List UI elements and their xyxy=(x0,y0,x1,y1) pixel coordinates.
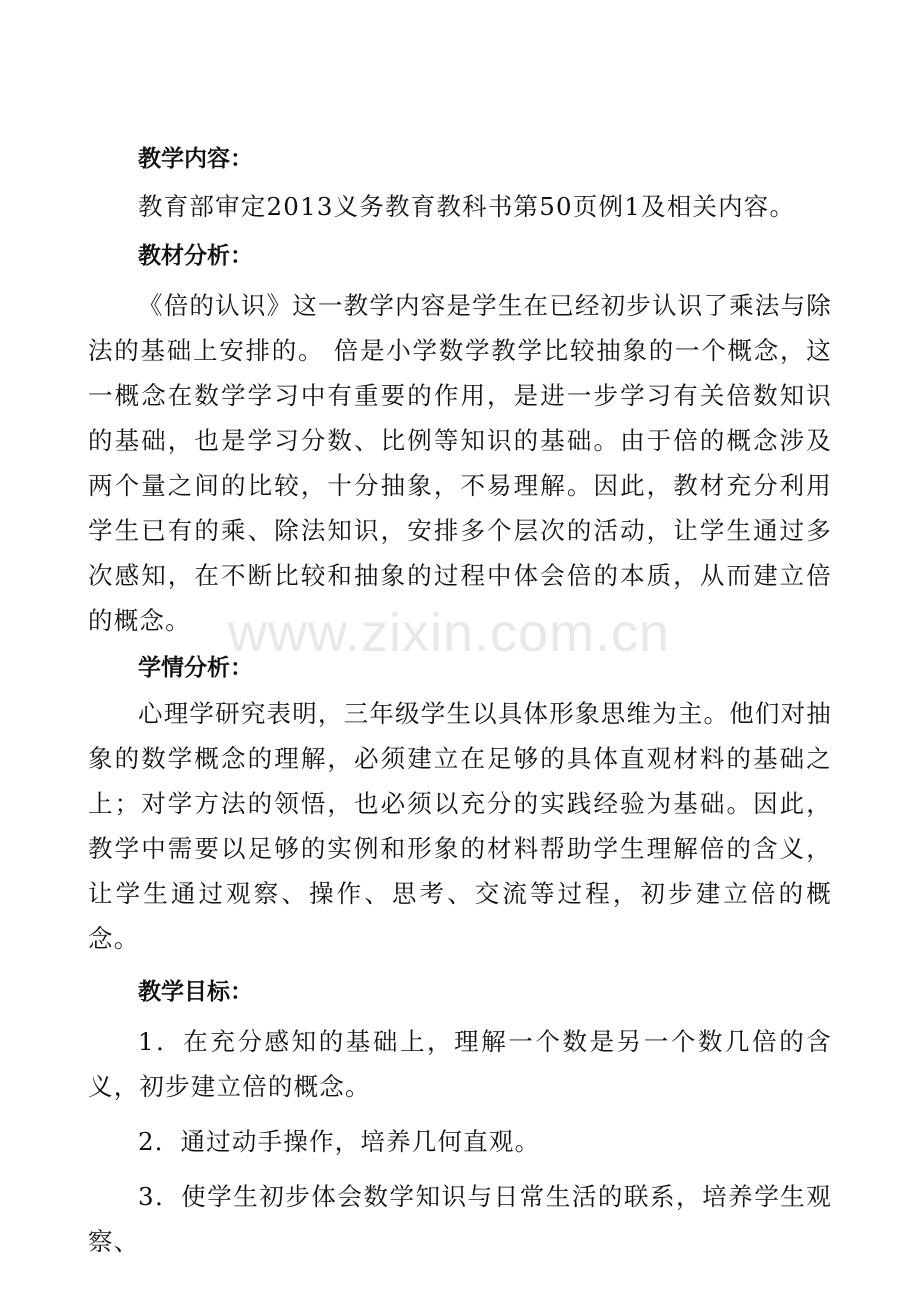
watermark: www.zixin.com.cn xyxy=(228,603,671,663)
goal-item-1: 1．在充分感知的基础上，理解一个数是另一个数几倍的含义，初步建立倍的概念。 xyxy=(88,1027,832,1101)
paragraph-textbook-analysis: 《倍的认识》这一教学内容是学生在已经初步认识了乘法与除法的基础上安排的。 倍是小学数学教学比较抽象的一个概念，这一概念在数学学习中有重要的作用，是进一步学习有关倍数知识的基础，也是学习分数、比例等知识的基础。由于倍的概念涉及两个量之间的比较，十分抽象，不易理解。因此，教材充分利用学生已有的乘、除法知识，安排多个层次的活动，让学生通过多次感知，在不断比较和抽象的过程中体会倍的本质，从而建立倍的概念。 xyxy=(88,291,832,635)
heading-textbook-analysis: 教材分析： xyxy=(138,243,253,269)
goal-item-3: 3．使学生初步体会数学知识与日常生活的联系，培养学生观察、 xyxy=(88,1182,832,1256)
document-body xyxy=(88,138,832,1274)
heading-teaching-goals: 教学目标： xyxy=(138,979,253,1005)
goal-item-2: 2．通过动手操作，培养几何直观。 xyxy=(138,1127,541,1156)
paragraph-teaching-content: 教育部审定2013义务教育教科书第50页例1及相关内容。 xyxy=(138,192,796,221)
paragraph-student-analysis: 心理学研究表明，三年级学生以具体形象思维为主。他们对抽象的数学概念的理解，必须建立在足够的具体直观材料的基础之上；对学方法的领悟，也必须以充分的实践经验为基础。因此，教学中需要以足够的实例和形象的材料帮助学生理解倍的含义，让学生通过观察、操作、思考、交流等过程，初步建立倍的概念。 xyxy=(88,699,832,953)
heading-teaching-content: 教学内容： xyxy=(138,146,253,172)
heading-student-analysis: 学情分析： xyxy=(138,655,253,681)
